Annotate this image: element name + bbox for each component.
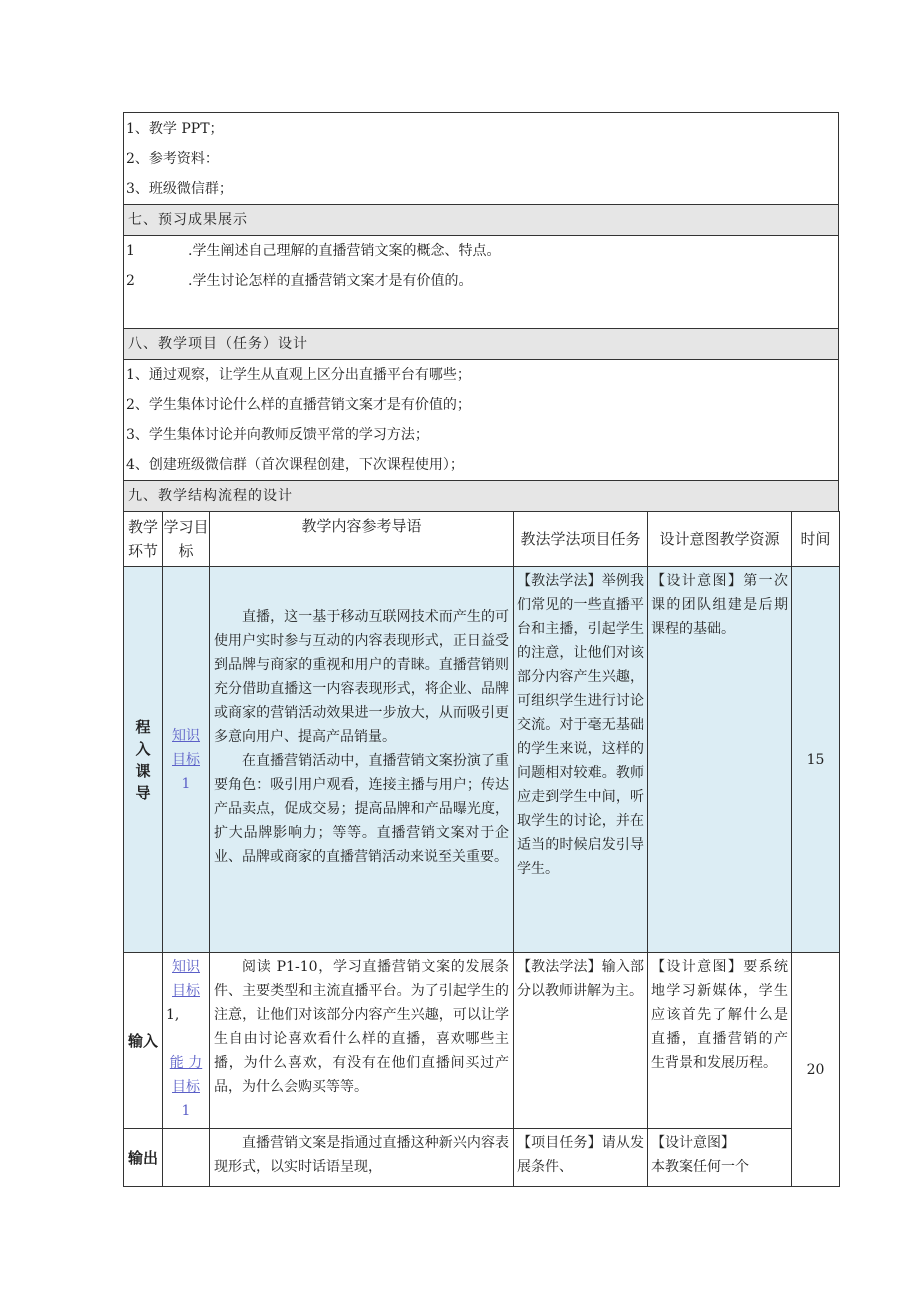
goal-cell (163, 567, 210, 953)
method-cell (514, 953, 648, 1129)
col-header-segment: 教学环节 (124, 512, 163, 567)
method-text: 【教法学法】举例我们常见的一些直播平台和主播，引起学生的注意，让他们对该部分内容产生兴趣，可组织学生进行讨论交流。对于毫无基础的学生来说，这样的问题相对较难。教师应走到学生中间，听取学生的讨论，并在适当的时候启发引导学生。 (517, 573, 644, 877)
task-item: 1、通过观察，让学生从直观上区分出直播平台有哪些； (126, 367, 471, 383)
goal-number[interactable]: 1 (181, 1103, 191, 1119)
goal-number[interactable]: 1 (181, 775, 191, 792)
segment-cell: 输出 (124, 1129, 163, 1187)
intent-cell (648, 1129, 792, 1187)
goal-link[interactable]: 知识目标 (172, 727, 200, 768)
preview-item-text: .学生讨论怎样的直播营销文案才是有价值的。 (188, 273, 473, 289)
col-header-goal: 学习目标 (163, 512, 210, 567)
content-paragraph: 在直播营销活动中，直播营销文案扮演了重要角色：吸引用户观看，连接主播与用户；传达产品卖点，促成交易；提高品牌和产品曝光度，扩大品牌影响力；等等。直播营销文案对于企业、品牌或商家的直播营销活动来说至关重要。 (214, 753, 509, 865)
preview-item-number: 2 (126, 273, 135, 289)
resource-item: 2、参考资料： (126, 151, 219, 167)
content-text (210, 567, 513, 869)
section-9-header: 九、教学结构流程的设计 (123, 480, 839, 511)
goal-link[interactable]: 能 力目标 (169, 1055, 203, 1095)
goal-cell (163, 1129, 210, 1187)
intent-cell (648, 567, 792, 953)
time-cell: 20 (792, 953, 840, 1187)
intent-cell (648, 953, 792, 1129)
method-text: 【教法学法】输入部分以教师讲解为主。 (517, 959, 644, 999)
content-paragraph: 直播营销文案是指通过直播这种新兴内容表现形式，以实时话语呈现， (214, 1135, 509, 1175)
preview-item (124, 236, 838, 266)
table-row (124, 567, 840, 953)
section-7-header: 七、预习成果展示 (123, 204, 839, 235)
goal-link[interactable]: 知识目标 (172, 959, 200, 999)
content-text (210, 1129, 513, 1179)
resource-item: 1、教学 PPT； (126, 121, 224, 137)
table-row (124, 1129, 840, 1187)
method-text: 【项目任务】请从发展条件、 (517, 1135, 644, 1175)
document-page (123, 112, 839, 1187)
goal-number: 1, (166, 1007, 180, 1023)
section-7-body (123, 235, 839, 328)
content-paragraph: 直播，这一基于移动互联网技术而产生的可使用户实时参与互动的内容表现形式，正日益受到品牌与商家的重视和用户的青睐。直播营销则充分借助直播这一内容表现形式，将企业、品牌或商家的营销活动效果进一步放大，从而吸引更多意向用户、提高产品销量。 (214, 609, 509, 745)
method-cell (514, 567, 648, 953)
preview-item (124, 266, 838, 296)
resource-item: 3、班级微信群； (126, 181, 233, 197)
content-paragraph: 阅读 P1-10，学习直播营销文案的发展条件、主要类型和主流直播平台。为了引起学生的注意，让他们对该部分内容产生兴趣，可以让学生自由讨论喜欢看什么样的直播，喜欢哪些主播，为什么喜欢，有没有在他们直播间买过产品，为什么会购买等等。 (214, 959, 509, 1095)
table-row (124, 953, 840, 1129)
segment-label: 程入课导 (135, 717, 151, 802)
col-header-content: 教学内容参考导语 (210, 512, 514, 567)
goal-cell (163, 953, 210, 1129)
table-header-row (124, 512, 840, 567)
col-header-time: 时间 (792, 512, 840, 567)
task-item: 3、学生集体讨论并向教师反馈平常的学习方法； (126, 427, 429, 443)
content-cell (210, 953, 514, 1129)
resources-block (123, 112, 839, 204)
preview-item-number: 1 (126, 243, 135, 259)
content-cell (210, 1129, 514, 1187)
intent-text: 【设计意图】第一次课的团队组建是后期课程的基础。 (651, 573, 788, 637)
col-header-intent: 设计意图教学资源 (648, 512, 792, 567)
task-item: 4、创建班级微信群（首次课程创建，下次课程使用）； (126, 457, 464, 473)
content-text (210, 953, 513, 1099)
section-8-header: 八、教学项目（任务）设计 (123, 328, 839, 359)
section-8-body (123, 359, 839, 480)
time-cell: 15 (792, 567, 840, 953)
segment-cell: 输入 (124, 953, 163, 1129)
intent-title: 【设计意图】 (651, 1135, 735, 1151)
segment-cell (124, 567, 163, 953)
intent-text: 【设计意图】要系统地学习新媒体，学生应该首先了解什么是直播，直播营销的产生背景和发展历程。 (651, 959, 788, 1071)
intent-text: 本教案任何一个 (651, 1159, 749, 1175)
task-item: 2、学生集体讨论什么样的直播营销文案才是有价值的； (126, 397, 471, 413)
method-cell (514, 1129, 648, 1187)
teaching-flow-table (123, 511, 840, 1187)
content-cell (210, 567, 514, 953)
col-header-method: 教法学法项目任务 (514, 512, 648, 567)
preview-item-text: .学生阐述自己理解的直播营销文案的概念、特点。 (188, 243, 501, 259)
